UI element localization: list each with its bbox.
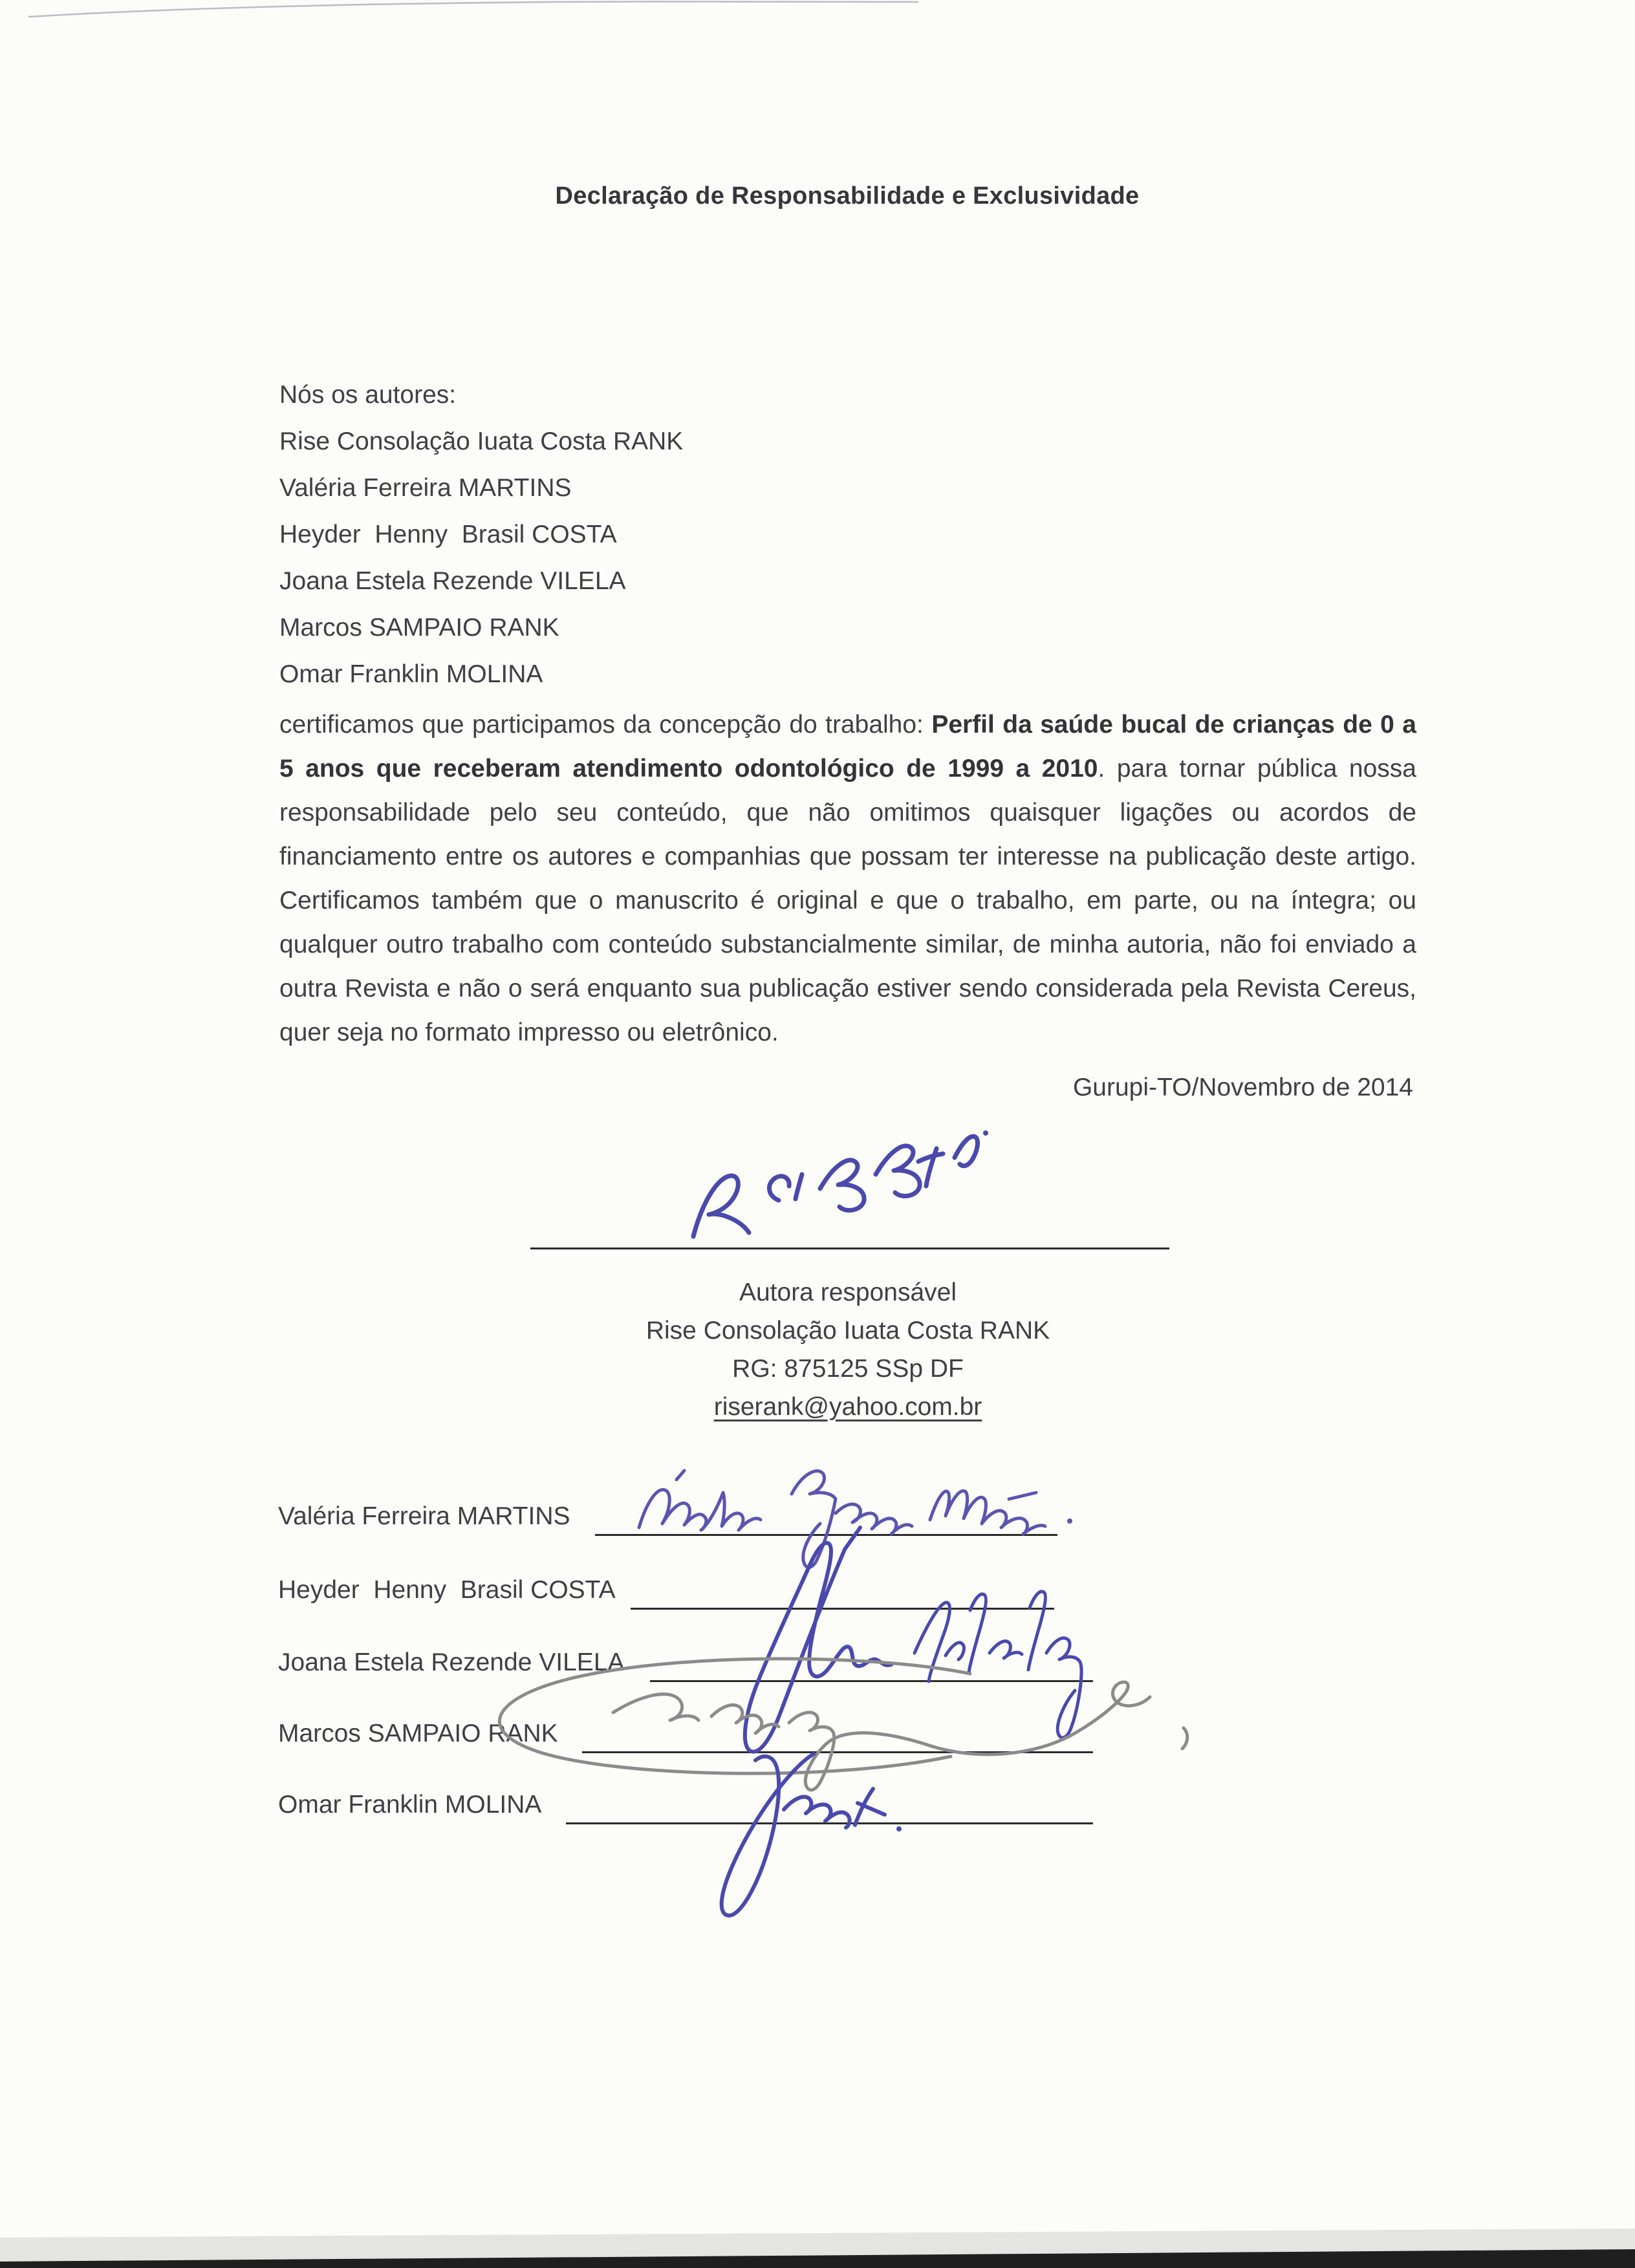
signature-row-label: Marcos SAMPAIO RANK xyxy=(278,1720,558,1747)
responsible-id: RG: 875125 SSp DF xyxy=(732,1355,964,1383)
responsible-author-block xyxy=(279,1273,1416,1426)
page-title: Declaração de Responsabilidade e Exclusividade xyxy=(555,182,1140,210)
authors-block xyxy=(279,372,1185,698)
responsible-signature-line xyxy=(530,1247,1169,1249)
responsible-name: Rise Consolação Iuata Costa RANK xyxy=(645,1317,1050,1345)
authors-intro: Nós os autores: xyxy=(279,381,457,409)
author-name: Rise Consolação Iuata Costa RANK xyxy=(279,427,684,455)
signature-row-label: Omar Franklin MOLINA xyxy=(278,1791,542,1819)
certification-paragraph xyxy=(279,703,1416,1055)
signature-line-heyder xyxy=(631,1608,1054,1610)
dateline: Gurupi-TO/Novembro de 2014 xyxy=(1072,1074,1413,1101)
work-title: Perfil da saúde bucal de crianças de 0 a 5 anos que receberam atendimento odontológico de 1999 a 2010 xyxy=(279,711,1416,783)
paragraph-rest: . para tornar pública nossa responsabilidade pelo seu conteúdo, que não omitimos quaisquer ligações ou acordos de financiamento entre os autores e companhias que possam ter interesse na publicação deste artigo. Certificamos também que o manuscrito é original e que o trabalho, em parte, ou na íntegra; ou qualquer outro trabalho com conteúdo substancialmente similar, de minha autoria, não foi enviado a outra Revista e não o será enquanto sua publicação estiver sendo considerada pela Revista Cereus, quer seja no formato impresso ou eletrônico. xyxy=(279,755,1416,1046)
author-name: Marcos SAMPAIO RANK xyxy=(279,614,559,642)
responsible-role: Autora responsável xyxy=(739,1279,957,1306)
author-name: Joana Estela Rezende VILELA xyxy=(279,567,626,595)
paragraph-lead: certificamos que participamos da concepção do trabalho: xyxy=(279,711,932,739)
signature-row-label: Valéria Ferreira MARTINS xyxy=(278,1502,570,1530)
author-name: Valéria Ferreira MARTINS xyxy=(279,474,572,502)
signature-row-label: Heyder Henny Brasil COSTA xyxy=(278,1576,616,1604)
signature-row-label: Joana Estela Rezende VILELA xyxy=(278,1648,625,1676)
author-name: Heyder Henny Brasil COSTA xyxy=(279,521,617,548)
author-name: Omar Franklin MOLINA xyxy=(279,660,543,688)
signature-line-marcos xyxy=(582,1751,1093,1753)
responsible-email: riserank@yahoo.com.br xyxy=(713,1393,982,1421)
signature-line-valeria xyxy=(595,1534,1057,1536)
signature-line-joana xyxy=(650,1680,1093,1682)
signature-line-omar xyxy=(566,1822,1093,1824)
